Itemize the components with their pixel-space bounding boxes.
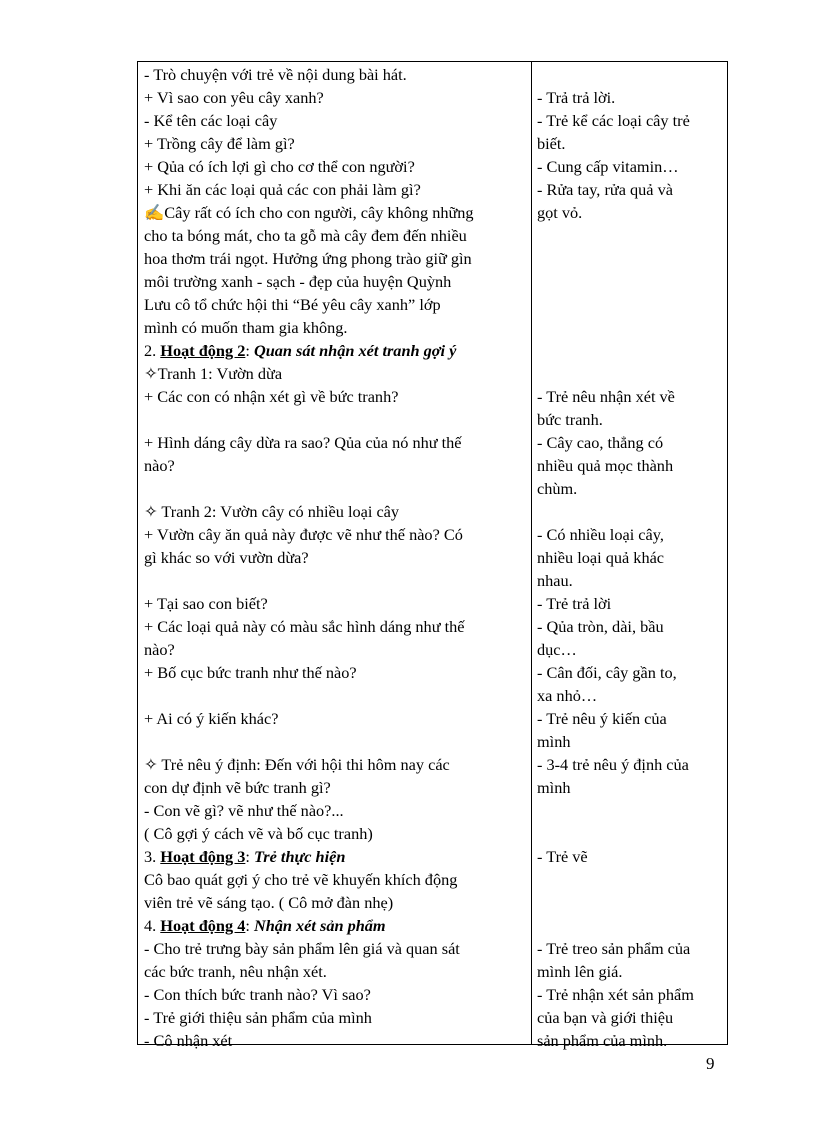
text-line: - Trẻ treo sản phẩm của [537, 939, 691, 958]
text-line: nào? [144, 640, 175, 659]
page-number: 9 [706, 1054, 715, 1073]
text-line: hoa thơm trái ngọt. Hưởng ứng phong trào giữ gìn [144, 249, 472, 268]
text-line: - Cho trẻ trưng bày sản phẩm lên giá và quan sát [144, 939, 460, 958]
section-heading-3: 3. Hoạt động 3: Trẻ thực hiện [144, 847, 346, 866]
text-line: + Ai có ý kiến khác? [144, 709, 279, 728]
text-line: + Qủa có ích lợi gì cho cơ thể con người? [144, 157, 415, 176]
text-line: sản phẩm của mình. [537, 1031, 668, 1050]
text-line: + Trồng cây để làm gì? [144, 134, 295, 153]
text-line: - Kể tên các loại cây [144, 111, 278, 130]
text-line: mình lên giá. [537, 962, 623, 981]
text-line: mình [537, 732, 571, 751]
text-line: + Bố cục bức tranh như thế nào? [144, 663, 357, 682]
text-line: gì khác so với vườn dừa? [144, 548, 309, 567]
text-line: - Trẻ nhận xét sản phẩm [537, 985, 694, 1004]
text-line: - Có nhiều loại cây, [537, 525, 664, 544]
text-line: + Các con có nhận xét gì về bức tranh? [144, 387, 399, 406]
text-line: - Trò chuyện với trẻ về nội dung bài hát. [144, 65, 407, 84]
text-line: - Trẻ vẽ [537, 847, 588, 866]
text-line: - Cây cao, thẳng có [537, 433, 664, 452]
text-line: nào? [144, 456, 175, 475]
lesson-table [137, 61, 728, 1050]
text-line: ( Cô gợi ý cách vẽ và bố cục tranh) [144, 824, 373, 843]
text-line: - Cân đối, cây gần to, [537, 663, 677, 682]
text-line: + Khi ăn các loại quả các con phải làm gì? [144, 180, 421, 199]
text-line: + Vườn cây ăn quả này được vẽ như thế nào? Có [144, 525, 463, 544]
text-line: mình có muốn tham gia không. [144, 318, 348, 337]
text-line: các bức tranh, nêu nhận xét. [144, 962, 327, 981]
text-line: - Cô nhận xét [144, 1031, 233, 1050]
text-line: xa nhỏ… [537, 686, 598, 705]
text-line: ✍Cây rất có ích cho con người, cây không những [144, 203, 474, 222]
writing-hand-icon: ✍ [144, 203, 165, 222]
text-line: - Con thích bức tranh nào? Vì sao? [144, 985, 371, 1004]
text-line: - Rửa tay, rửa quả và [537, 180, 673, 199]
text-line: nhau. [537, 571, 573, 590]
text-line: ✧Tranh 1: Vườn dừa [144, 364, 283, 383]
text-line: - Trả trả lời. [537, 88, 616, 107]
text-line: Lưu cô tổ chức hội thi “Bé yêu cây xanh” lớp [144, 295, 441, 314]
text-line: Cô bao quát gợi ý cho trẻ vẽ khuyến khích động [144, 870, 458, 889]
text-line: nhiều loại quả khác [537, 548, 665, 567]
text-line: gọt vỏ. [537, 203, 583, 222]
text-line: mình [537, 778, 571, 797]
text-line: con dự định vẽ bức tranh gì? [144, 778, 331, 797]
section-heading-2: 2. Hoạt động 2: Quan sát nhận xét tranh gợi ý [144, 341, 457, 360]
text-line: nhiều quả mọc thành [537, 456, 674, 475]
section-heading-4: 4. Hoạt động 4: Nhận xét sản phẩm [144, 916, 386, 935]
text-line: + Hình dáng cây dừa ra sao? Qủa của nó như thế [144, 433, 462, 452]
text-line: - Trẻ nêu ý kiến của [537, 709, 667, 728]
text-line: + Vì sao con yêu cây xanh? [144, 88, 324, 107]
text-line: chùm. [537, 479, 578, 498]
text-line: cho ta bóng mát, cho ta gỗ mà cây đem đến nhiều [144, 226, 467, 245]
text-line: + Các loại quả này có màu sắc hình dáng như thế [144, 617, 465, 636]
text-line: bức tranh. [537, 410, 603, 429]
text-line: - Trẻ nêu nhận xét về [537, 387, 675, 406]
text-line: - Trẻ trả lời [537, 594, 612, 613]
text-line: môi trường xanh - sạch - đẹp của huyện Quỳnh [144, 272, 452, 291]
text-line: - Trẻ kể các loại cây trẻ [537, 111, 690, 130]
text-line: - Qủa tròn, dài, bầu [537, 617, 664, 636]
text-line: - 3-4 trẻ nêu ý định của [537, 755, 689, 774]
text-line: - Cung cấp vitamin… [537, 157, 679, 176]
text-line: - Con vẽ gì? vẽ như thế nào?... [144, 801, 344, 820]
text-line: của bạn và giới thiệu [537, 1008, 674, 1027]
text-line: biết. [537, 134, 566, 153]
text-line: + Tại sao con biết? [144, 594, 268, 613]
text-line: - Trẻ giới thiệu sản phẩm của mình [144, 1008, 372, 1027]
column-divider [531, 62, 532, 1044]
text-line: ✧ Trẻ nêu ý định: Đến với hội thi hôm nay các [144, 755, 450, 774]
text-line: ✧ Tranh 2: Vườn cây có nhiều loại cây [144, 502, 400, 521]
text-line: viên trẻ vẽ sáng tạo. ( Cô mở đàn nhẹ) [144, 893, 394, 912]
text-line: dục… [537, 640, 577, 659]
